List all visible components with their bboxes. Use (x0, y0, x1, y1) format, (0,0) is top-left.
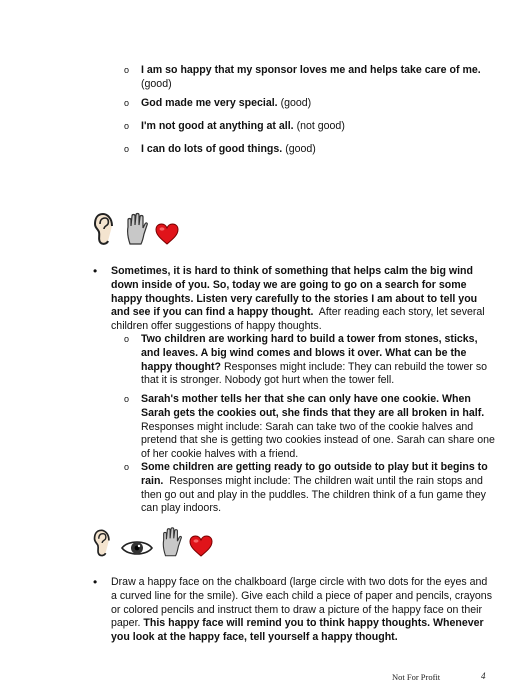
item-note: (good) (280, 97, 312, 109)
sense-icons-row (92, 212, 180, 246)
item-note: (good) (141, 77, 172, 90)
circle-bullet-icon: o (124, 98, 130, 108)
item-bold-text: God made me very special. (141, 97, 278, 109)
page-number: 4 (481, 671, 486, 681)
hand-icon (124, 212, 148, 246)
circle-bullet-icon: o (124, 144, 130, 154)
story-bold-text: Some children are getting ready to go outside to play but it begins to rain. (141, 461, 488, 487)
footer-label: Not For Profit (392, 672, 441, 682)
item-note: (good) (285, 143, 316, 155)
ear-icon (92, 528, 114, 558)
circle-bullet-icon: o (124, 394, 130, 404)
item-bold-text: I'm not good at anything at all. (141, 120, 294, 132)
ear-icon (92, 212, 118, 246)
story-text: Responses might include: They can rebuild the tower so that it is stronger. Nobody got hurt when the tower fell. (141, 360, 488, 387)
bullet-bold-text: This happy face will remind you to think happy thoughts. Whenever you look at the happy face, tell yourself a happy thought. (111, 617, 484, 644)
story-text: Responses might include: Sarah can take two of the cookie halves and pretend that she is getting two cookies instead of one. Sarah can share one of her cookie halves with a friend. (141, 420, 495, 461)
hand-icon (160, 526, 182, 558)
item-note: (not good) (296, 120, 345, 132)
story-bold-text: Two children are working hard to build a tower from stones, sticks, and leaves. A big wind comes and blows it over. What can be the happy thought? (141, 333, 478, 373)
bullet-text: Draw a happy face on the chalkboard (large circle with two dots for the eyes and a curved line for the smile). Give each child a piece of paper and pencils, crayons or colored pencils and instruct them to draw a picture of the happy face on their paper. (111, 576, 492, 630)
sense-icons-row (92, 526, 214, 558)
bullet-bold-text: Sometimes, it is hard to think of something that helps calm the big wind down inside of you. So, today we are going to go on a search for some happy thoughts. Listen very carefully to the stories I am about to tell you and see if you can find a happy thought. (111, 265, 478, 319)
bullet-text: After reading each story, let several children offer suggestions of happy thoughts. (111, 306, 485, 333)
bullet-dot-icon: • (93, 264, 98, 278)
heart-icon (154, 222, 180, 246)
item-bold-text: I am so happy that my sponsor loves me and helps take care of me. (141, 64, 481, 76)
circle-bullet-icon: o (124, 334, 130, 344)
heart-icon (188, 534, 214, 558)
circle-bullet-icon: o (124, 462, 130, 472)
circle-bullet-icon: o (124, 65, 130, 75)
circle-bullet-icon: o (124, 121, 130, 131)
story-text: Responses might include: The children wait until the rain stops and then go out and play in the puddles. The children think of a fun game they can play indoors. (141, 474, 486, 515)
story-bold-text: Sarah's mother tells her that she can only have one cookie. When Sarah gets the cookies out, she finds that they are all broken in half. (141, 393, 485, 419)
item-bold-text: I can do lots of good things. (141, 143, 283, 155)
bullet-dot-icon: • (93, 575, 98, 589)
eye-icon (120, 538, 154, 558)
